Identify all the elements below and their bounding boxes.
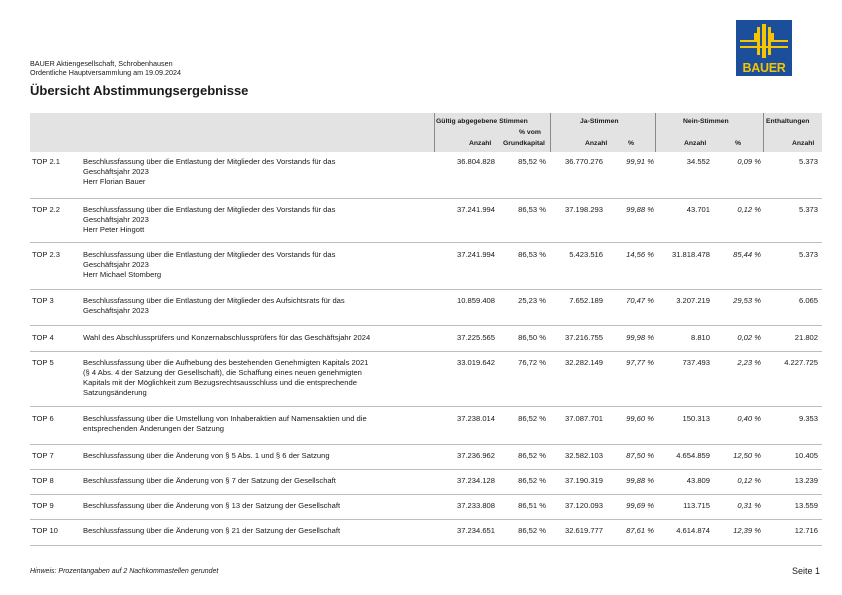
col-group-yes: Ja-Stimmen [580, 118, 619, 125]
cell-no: 34.552 [686, 157, 710, 166]
col-yes-count: Anzahl [585, 140, 608, 147]
cell-valid: 33.019.642 [456, 358, 495, 367]
cell-yes: 32.582.103 [564, 451, 603, 460]
description-line: Geschäftsjahr 2023 [83, 215, 149, 224]
description-line: Herr Peter Hingott [83, 225, 145, 234]
cell-yes: 37.198.293 [564, 205, 603, 214]
cell-yes: 37.190.319 [564, 476, 603, 485]
description-line: Wahl des Abschlussprüfers und Konzernabschlussprüfers für das Geschäftsjahr 2024 [83, 333, 371, 342]
cell-no-pct: 0,31 % [737, 501, 761, 510]
resolution-description [83, 358, 428, 398]
row-divider [30, 289, 822, 290]
description-line: Beschlussfassung über die Änderung von § 21 der Satzung der Gesellschaft [83, 526, 341, 535]
description-line: Beschlussfassung über die Aufhebung des bestehenden Genehmigten Kapitals 2021 [83, 358, 369, 367]
description-line: Kapitals mit der Möglichkeit zum Bezugsrechtsausschluss und die entsprechende [83, 378, 357, 387]
description-line: Geschäftsjahr 2023 [83, 306, 149, 315]
agenda-item: TOP 8 [32, 476, 54, 485]
cell-abst: 13.239 [794, 476, 818, 485]
cell-no: 150.313 [682, 414, 710, 423]
description-line: Beschlussfassung über die Entlastung der Mitglieder des Vorstands für das [83, 157, 336, 166]
company-name: BAUER Aktiengesellschaft, Schrobenhausen [30, 59, 173, 68]
cell-abst: 12.716 [794, 526, 818, 535]
row-divider [30, 494, 822, 495]
page-number: Seite 1 [791, 566, 820, 576]
cell-no: 737.493 [682, 358, 710, 367]
cell-no-pct: 0,12 % [737, 476, 761, 485]
bauer-logo [736, 20, 792, 76]
col-yes-pct: % [628, 140, 635, 147]
cell-valid: 37.236.962 [456, 451, 495, 460]
cell-no: 8.810 [690, 333, 710, 342]
cell-valid: 36.804.828 [456, 157, 495, 166]
agenda-item: TOP 2.2 [32, 205, 61, 214]
row-divider [30, 444, 822, 445]
col-group-valid: Gültig abgegebene Stimmen [436, 118, 528, 125]
resolution-description [83, 526, 428, 536]
cell-abst: 4.227.725 [784, 358, 818, 367]
agenda-item: TOP 5 [32, 358, 54, 367]
cell-yes: 7.652.189 [569, 296, 603, 305]
col-valid-count: Anzahl [469, 140, 492, 147]
cell-yes: 32.619.777 [564, 526, 603, 535]
cell-abst: 9.353 [798, 414, 818, 423]
cell-abst: 13.559 [794, 501, 818, 510]
cell-abst: 10.405 [794, 451, 818, 460]
row-divider [30, 469, 822, 470]
cell-yes: 5.423.516 [569, 250, 603, 259]
agenda-item: TOP 2.1 [32, 157, 61, 166]
cell-valid-pct: 86,52 % [518, 476, 546, 485]
cell-yes: 37.087.701 [564, 414, 603, 423]
description-line: Beschlussfassung über die Entlastung der Mitglieder des Vorstands für das [83, 205, 336, 214]
cell-valid: 37.241.994 [456, 205, 495, 214]
resolution-description [83, 414, 428, 434]
cell-valid-pct: 25,23 % [518, 296, 546, 305]
description-line: Beschlussfassung über die Änderung von § 5 Abs. 1 und § 6 der Satzung [83, 451, 330, 460]
cell-abst: 5.373 [798, 250, 818, 259]
cell-valid-pct: 86,51 % [518, 501, 546, 510]
cell-abst: 5.373 [798, 157, 818, 166]
cell-valid: 37.238.014 [456, 414, 495, 423]
cell-valid-pct: 86,52 % [518, 451, 546, 460]
col-valid-pct-2: Grundkapital [503, 140, 545, 147]
description-line: entsprechenden Änderungen der Satzung [83, 424, 225, 433]
resolution-description [83, 250, 428, 280]
resolution-description [83, 333, 428, 343]
cell-no-pct: 0,40 % [737, 414, 761, 423]
cell-valid: 37.234.651 [456, 526, 495, 535]
cell-valid: 10.859.408 [456, 296, 495, 305]
resolution-description [83, 451, 428, 461]
agenda-item: TOP 9 [32, 501, 54, 510]
cell-yes: 36.770.276 [564, 157, 603, 166]
row-divider [30, 406, 822, 407]
description-line: Beschlussfassung über die Entlastung der Mitglieder des Vorstands für das [83, 250, 336, 259]
cell-valid-pct: 86,53 % [518, 250, 546, 259]
cell-abst: 21.802 [794, 333, 818, 342]
description-line: Herr Florian Bauer [83, 177, 146, 186]
description-line: Geschäftsjahr 2023 [83, 167, 149, 176]
cell-yes-pct: 87,50 % [626, 451, 654, 460]
agenda-item: TOP 10 [32, 526, 58, 535]
cell-no: 31.818.478 [671, 250, 710, 259]
cell-yes: 32.282.149 [564, 358, 603, 367]
cell-yes-pct: 99,69 % [626, 501, 654, 510]
cell-valid-pct: 86,52 % [518, 526, 546, 535]
cell-valid-pct: 86,53 % [518, 205, 546, 214]
cell-no: 113.715 [683, 501, 710, 510]
meeting-date: Ordentliche Hauptversammlung am 19.09.2024 [30, 67, 182, 77]
cell-no-pct: 2,23 % [737, 358, 761, 367]
cell-no: 3.207.219 [676, 296, 710, 305]
cell-yes-pct: 14,56 % [626, 250, 654, 259]
description-line: Satzungsänderung [83, 388, 147, 397]
logo-wordmark: BAUER [742, 61, 786, 75]
document-header [30, 60, 181, 77]
logo-emblem-icon [736, 20, 792, 64]
col-group-abstention: Enthaltungen [766, 118, 810, 125]
row-divider [30, 198, 822, 199]
agenda-item: TOP 4 [32, 333, 54, 342]
agenda-item: TOP 3 [32, 296, 54, 305]
description-line: (§ 4 Abs. 4 der Satzung der Gesellschaft), die Schaffung eines neuen genehmigten [83, 368, 362, 377]
cell-valid: 37.225.565 [456, 333, 495, 342]
cell-no: 4.614.874 [676, 526, 710, 535]
cell-yes: 37.216.755 [564, 333, 603, 342]
agenda-item: TOP 7 [32, 451, 54, 460]
cell-valid-pct: 86,50 % [518, 333, 546, 342]
cell-yes-pct: 97,77 % [626, 358, 654, 367]
cell-valid: 37.241.994 [456, 250, 495, 259]
page-title: Übersicht Abstimmungsergebnisse [30, 83, 249, 98]
cell-no: 43.809 [686, 476, 710, 485]
agenda-item: TOP 2.3 [32, 250, 61, 259]
description-line: Herr Michael Stomberg [83, 270, 162, 279]
cell-no: 4.654.859 [676, 451, 710, 460]
cell-yes-pct: 99,60 % [626, 414, 654, 423]
cell-no-pct: 0,12 % [737, 205, 761, 214]
row-divider [30, 519, 822, 520]
row-divider [30, 325, 822, 326]
description-line: Beschlussfassung über die Entlastung der Mitglieder des Aufsichtsrats für das [83, 296, 345, 305]
row-divider [30, 351, 822, 352]
cell-valid-pct: 85,52 % [518, 157, 546, 166]
description-line: Beschlussfassung über die Änderung von § 13 der Satzung der Gesellschaft [83, 501, 341, 510]
cell-yes-pct: 99,88 % [626, 476, 654, 485]
cell-abst: 6.065 [798, 296, 818, 305]
cell-no-pct: 0,02 % [737, 333, 761, 342]
row-divider [30, 242, 822, 243]
cell-valid-pct: 86,52 % [518, 414, 546, 423]
col-no-count: Anzahl [684, 140, 707, 147]
col-abstention-count: Anzahl [792, 140, 815, 147]
resolution-description [83, 476, 428, 486]
resolution-description [83, 296, 428, 316]
cell-no-pct: 29,53 % [733, 296, 761, 305]
cell-no-pct: 0,09 % [737, 157, 761, 166]
resolution-description [83, 501, 428, 511]
cell-yes-pct: 87,61 % [626, 526, 654, 535]
col-group-no: Nein-Stimmen [683, 118, 729, 125]
description-line: Beschlussfassung über die Umstellung von Inhaberaktien auf Namensaktien und die [83, 414, 367, 423]
footnote: Hinweis: Prozentangaben auf 2 Nachkommastellen gerundet [30, 568, 219, 575]
description-line: Beschlussfassung über die Änderung von § 7 der Satzung der Gesellschaft [83, 476, 336, 485]
cell-yes-pct: 99,91 % [626, 157, 654, 166]
cell-no-pct: 12,50 % [733, 451, 761, 460]
col-valid-pct-1: % vom [519, 129, 541, 136]
cell-valid: 37.234.128 [456, 476, 495, 485]
cell-valid-pct: 76,72 % [518, 358, 546, 367]
resolution-description [83, 205, 428, 235]
row-divider [30, 545, 822, 546]
resolution-description [83, 157, 428, 187]
cell-no: 43.701 [686, 205, 710, 214]
cell-valid: 37.233.808 [456, 501, 495, 510]
col-no-pct: % [735, 140, 742, 147]
cell-yes-pct: 99,88 % [626, 205, 654, 214]
cell-no-pct: 12,39 % [733, 526, 761, 535]
cell-no-pct: 85,44 % [733, 250, 761, 259]
agenda-item: TOP 6 [32, 414, 54, 423]
cell-abst: 5.373 [798, 205, 818, 214]
cell-yes-pct: 99,98 % [626, 333, 654, 342]
description-line: Geschäftsjahr 2023 [83, 260, 149, 269]
cell-yes-pct: 70,47 % [626, 296, 654, 305]
cell-yes: 37.120.093 [564, 501, 603, 510]
